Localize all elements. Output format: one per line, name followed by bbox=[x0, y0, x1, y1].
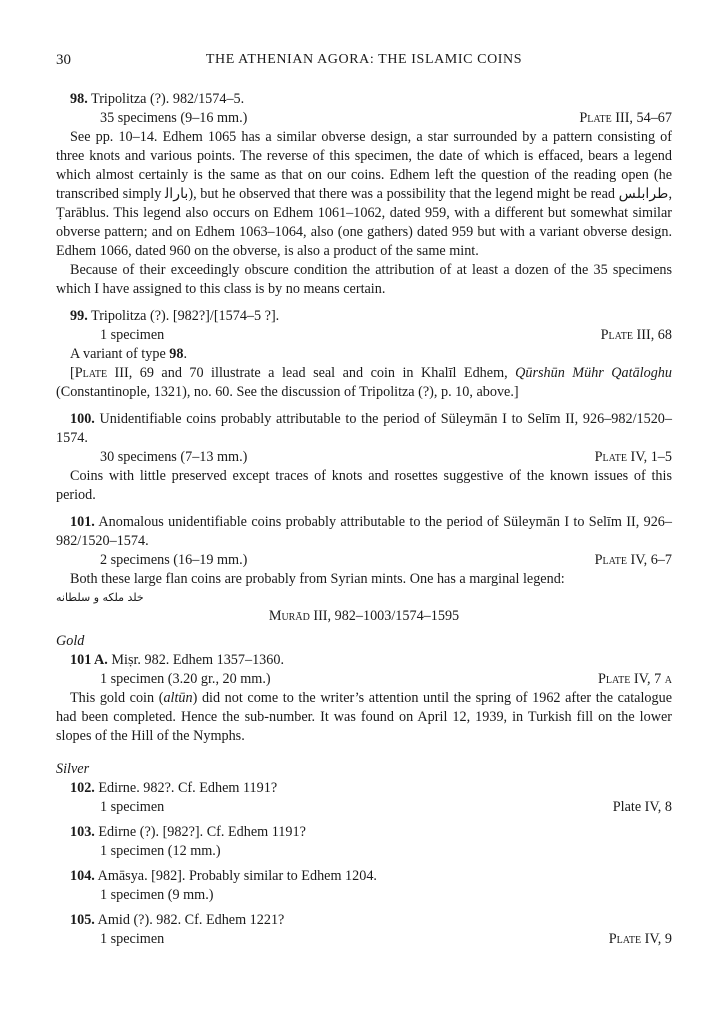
entry-title: Edirne. 982?. Cf. Edhem 1191? bbox=[94, 780, 278, 796]
entry-title: Edirne (?). [982?]. Cf. Edhem 1191? bbox=[94, 824, 306, 840]
page-header bbox=[56, 52, 672, 72]
specimen-count: 1 specimen bbox=[100, 327, 165, 343]
arabic-legend: خلد ملكه و سلطانه bbox=[56, 591, 144, 604]
specimen-count: 1 specimen (9 mm.) bbox=[100, 887, 214, 903]
gold-section bbox=[56, 632, 672, 746]
plate-reference: Plate III, 54–67 bbox=[579, 110, 672, 126]
type-reference: 98 bbox=[169, 346, 184, 362]
entry-commentary: See pp. 10–14. Edhem 1065 has a similar obverse design, a star surrounded by a pattern consisting of three knots and various points. The reverse of this specimen, the date of which is effaced, bears a legend which almost certainly is the same as that on our coins. Edhem left the question of the reading open (he transcribed simply ﺑﺎراﻟ), but he observed that there was a possibility that the legend might be read طرابلس, Ṭarāblus. This legend also occurs on Edhem 1061–1062, dated 959, with a different but somewhat similar obverse pattern; and on Edhem 1063–1064, also (one gathers) dated 959 but with a variant obverse design. Edhem 1066, dated 960 on the obverse, is also a product of the same mint. bbox=[56, 129, 672, 259]
book-title: Qūrshūn Mühr Qatāloghu bbox=[515, 365, 672, 381]
silver-section bbox=[56, 760, 672, 949]
specimen-count: 35 specimens (9–16 mm.) bbox=[100, 110, 248, 126]
specimen-count: 1 specimen (3.20 gr., 20 mm.) bbox=[100, 671, 271, 687]
bracketed-note: [Plate III, 69 and 70 illustrate a lead seal and coin in Khalīl Edhem, Qūrshūn Mühr Qatāloghu (Constantinople, 1321), no. 60. See the discussion of Tripolitza (?), p. 10, above.] bbox=[56, 365, 672, 400]
entry-number: 99. bbox=[70, 308, 88, 324]
entry-number: 103. bbox=[70, 824, 95, 840]
entry-commentary: Both these large flan coins are probably from Syrian mints. One has a marginal legend: bbox=[70, 571, 565, 587]
metal-label: Silver bbox=[56, 761, 90, 777]
entry-commentary: A variant of type 98. bbox=[70, 346, 188, 362]
entry-title: Unidentifiable coins probably attributable to the period of Süleymān I to Selīm II, 926–982/1520–1574. bbox=[56, 411, 672, 446]
entry-title: Tripolitza (?). 982/1574–5. bbox=[87, 91, 245, 107]
specimen-count: 2 specimens (16–19 mm.) bbox=[100, 552, 248, 568]
entry-99 bbox=[56, 307, 672, 402]
entry-title: Amāsya. [982]. Probably similar to Edhem 1204. bbox=[94, 868, 377, 884]
entry-105 bbox=[56, 911, 672, 949]
entry-title: Anomalous unidentifiable coins probably attributable to the period of Süleymān I to Selīm II, 926–982/1520–1574. bbox=[56, 514, 672, 549]
entry-100 bbox=[56, 410, 672, 505]
plate-reference: Plate IV, 8 bbox=[612, 799, 672, 815]
entry-number: 101. bbox=[70, 514, 95, 530]
metal-label: Gold bbox=[56, 633, 85, 649]
entry-commentary: Coins with little preserved except traces of knots and rosettes suggestive of the known issues of this period. bbox=[56, 468, 672, 503]
entry-commentary: This gold coin (altūn) did not come to the writer’s attention until the spring of 1962 after the catalogue had been completed. Hence the sub-number. It was found on April 12, 1939, in Turkish fill on the lower slopes of the Hill of the Nymphs. bbox=[56, 690, 672, 744]
entry-number: 105. bbox=[70, 912, 95, 928]
entry-number: 101 A. bbox=[70, 652, 108, 668]
entry-102 bbox=[56, 779, 672, 817]
running-title: THE ATHENIAN AGORA: THE ISLAMIC COINS bbox=[205, 52, 523, 67]
specimen-count: 30 specimens (7–13 mm.) bbox=[100, 449, 248, 465]
entry-98 bbox=[56, 90, 672, 299]
entry-number: 102. bbox=[70, 780, 95, 796]
plate-reference: Plate IV, 1–5 bbox=[594, 449, 672, 465]
entry-101 bbox=[56, 513, 672, 607]
entry-104 bbox=[56, 867, 672, 905]
entry-title: Miṣr. 982. Edhem 1357–1360. bbox=[107, 652, 285, 668]
entry-number: 100. bbox=[70, 411, 95, 427]
entry-103 bbox=[56, 823, 672, 861]
entry-title: Tripolitza (?). [982?]/[1574–5 ?]. bbox=[87, 308, 280, 324]
plate-reference: Plate IV, 6–7 bbox=[594, 552, 672, 568]
entry-commentary: Because of their exceedingly obscure condition the attribution of at least a dozen of the 35 specimens which I have assigned to this class is by no means certain. bbox=[56, 262, 672, 297]
page-body bbox=[56, 90, 672, 949]
plate-reference: Plate III, 68 bbox=[600, 327, 672, 343]
entry-title: Amid (?). 982. Cf. Edhem 1221? bbox=[94, 912, 285, 928]
specimen-count: 1 specimen bbox=[100, 799, 165, 815]
section-heading: Murād III, 982–1003/1574–1595 bbox=[268, 608, 460, 624]
entry-number: 104. bbox=[70, 868, 95, 884]
specimen-count: 1 specimen bbox=[100, 931, 165, 947]
page-number: 30 bbox=[56, 52, 71, 68]
plate-reference: Plate IV, 9 bbox=[608, 931, 672, 947]
plate-reference: Plate IV, 7 a bbox=[598, 671, 672, 687]
specimen-count: 1 specimen (12 mm.) bbox=[100, 843, 221, 859]
entry-number: 98. bbox=[70, 91, 88, 107]
